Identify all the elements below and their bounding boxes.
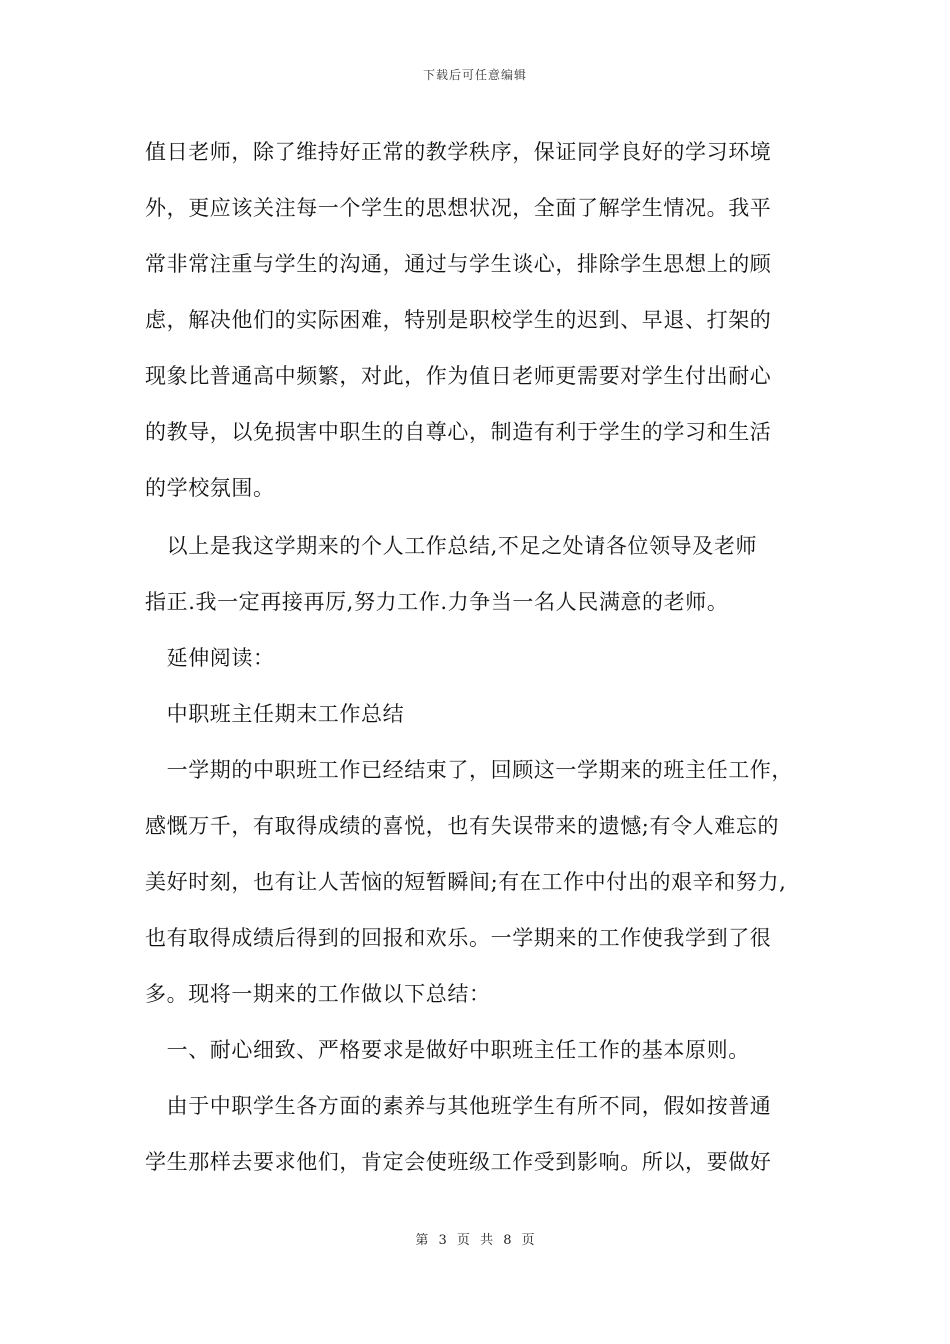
text-line: 值日老师，除了维持好正常的教学秩序，保证同学良好的学习环境 <box>145 140 772 164</box>
text-line: 感慨万千，有取得成绩的喜悦，也有失误带来的遗憾;有令人难忘的 <box>145 814 780 838</box>
text-line: 的学校氛围。 <box>145 476 275 500</box>
text-line: 指正.我一定再接再厉,努力工作.力争当一名人民满意的老师。 <box>145 590 729 614</box>
text-line: 由于中职学生各方面的素养与其他班学生有所不同，假如按普通 <box>145 1094 772 1118</box>
page-footer: 第 3 页 共 8 页 <box>415 1233 535 1248</box>
document-body <box>145 136 815 1202</box>
text-line: 多。现将一期来的工作做以下总结： <box>145 982 491 1006</box>
text-line: 也有取得成绩后得到的回报和欢乐。一学期来的工作使我学到了很 <box>145 926 772 950</box>
text-line: 一、耐心细致、严格要求是做好中职班主任工作的基本原则。 <box>145 1038 750 1062</box>
section-title: 中职班主任期末工作总结 <box>145 702 405 726</box>
text-line: 的教导，以免损害中职生的自尊心，制造有利于学生的学习和生活 <box>145 420 772 444</box>
text-line: 以上是我这学期来的个人工作总结,不足之处请各位领导及老师 <box>145 534 758 558</box>
page-header: 下载后可任意编辑 <box>422 68 527 82</box>
text-line: 虑，解决他们的实际困难，特别是职校学生的迟到、早退、打架的 <box>145 308 772 332</box>
text-line: 现象比普通高中频繁，对此，作为值日老师更需要对学生付出耐心 <box>145 364 772 388</box>
text-line: 外，更应该关注每一个学生的思想状况，全面了解学生情况。我平 <box>145 196 772 220</box>
text-line: 延伸阅读： <box>145 646 275 670</box>
text-line: 常非常注重与学生的沟通，通过与学生谈心，排除学生思想上的顾 <box>145 252 772 276</box>
text-line: 美好时刻，也有让人苦恼的短暂瞬间;有在工作中付出的艰辛和努力, <box>145 870 787 894</box>
text-line: 一学期的中职班工作已经结束了，回顾这一学期来的班主任工作， <box>145 758 793 782</box>
text-line: 学生那样去要求他们，肯定会使班级工作受到影响。所以，要做好 <box>145 1150 772 1174</box>
